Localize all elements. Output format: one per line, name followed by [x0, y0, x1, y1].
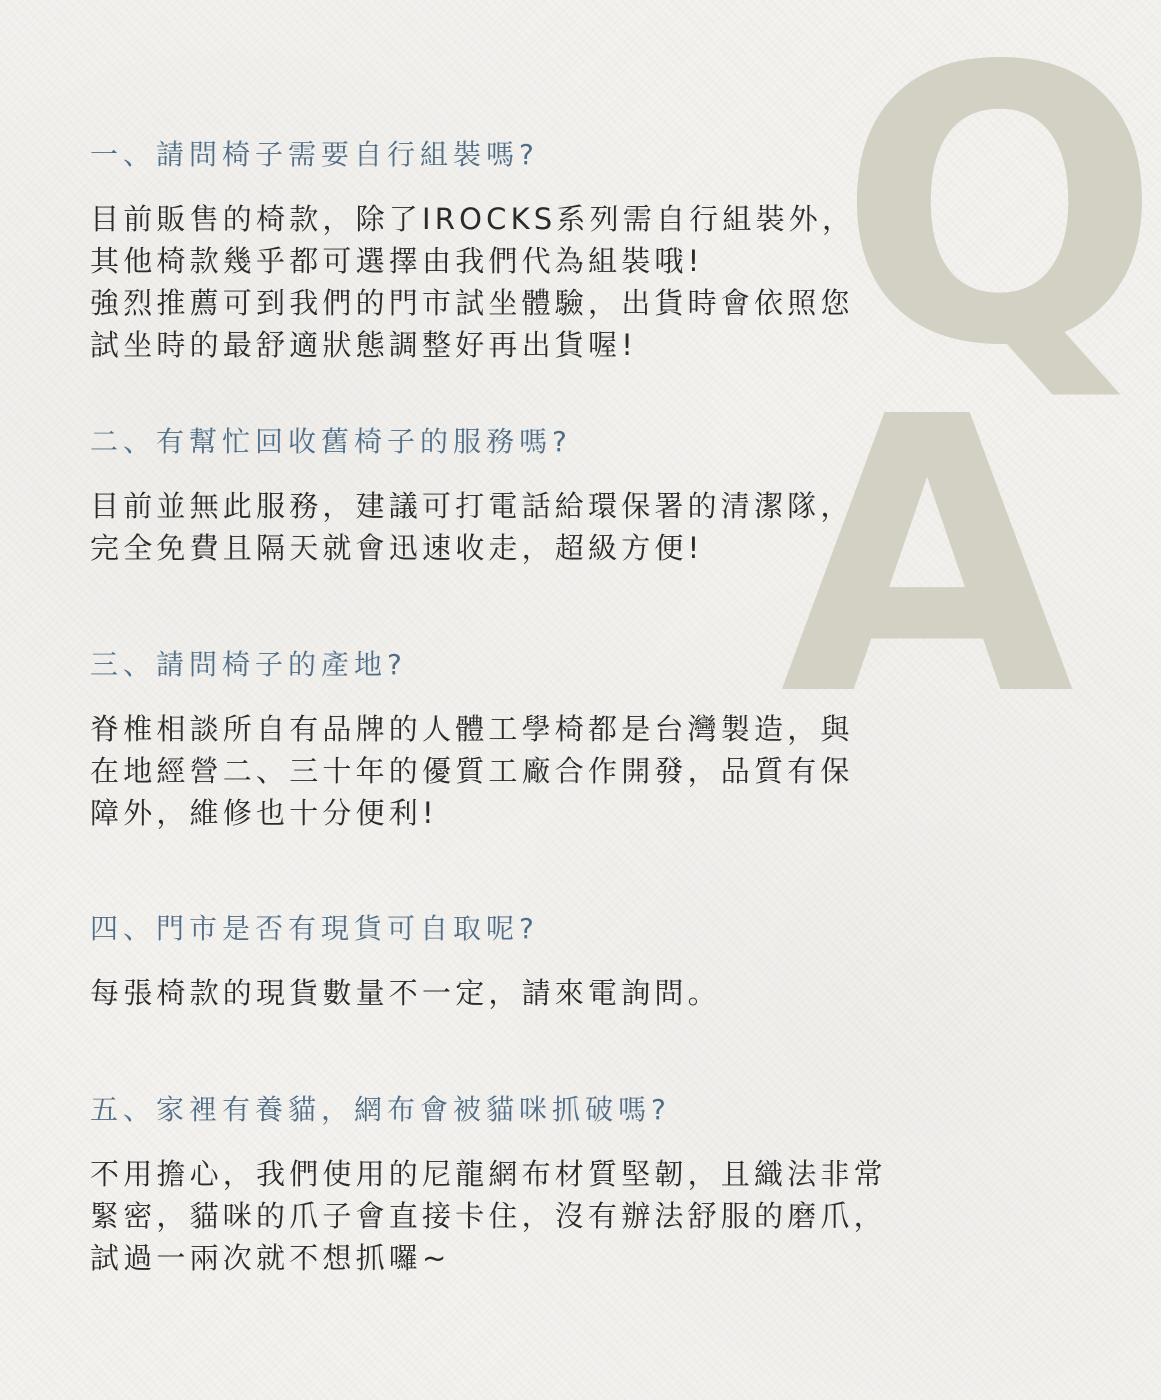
faq-answer-4	[90, 972, 1030, 1014]
faq-answer-1-line-1: 目前販售的椅款，除了IROCKS系列需自行組裝外，	[90, 201, 856, 236]
faq-answer-1-line-3: 強烈推薦可到我們的門市試坐體驗，出貨時會依照您	[90, 285, 854, 320]
faq-answer-3	[90, 708, 1030, 834]
q-background-letter: Q	[838, 0, 1161, 429]
faq-answer-3-line-1: 脊椎相談所自有品牌的人體工學椅都是台灣製造，與	[90, 711, 854, 746]
faq-content	[90, 0, 1030, 1400]
faq-answer-5-line-2: 緊密，貓咪的爪子會直接卡住，沒有辦法舒服的磨爪，	[90, 1198, 887, 1233]
faq-answer-5	[90, 1153, 1030, 1279]
faq-answer-3-line-3: 障外，維修也十分便利!	[90, 795, 438, 830]
faq-answer-2	[90, 485, 1030, 569]
faq-answer-3-line-2: 在地經營二、三十年的優質工廠合作開發，品質有保	[90, 753, 854, 788]
faq-answer-2-line-1: 目前並無此服務，建議可打電話給環保署的清潔隊，	[90, 488, 854, 523]
faq-question-1: 一、請問椅子需要自行組裝嗎?	[90, 138, 539, 171]
faq-answer-1-line-4: 試坐時的最舒適狀態調整好再出貨喔!	[90, 327, 638, 362]
a-background-letter: A	[780, 336, 1075, 779]
faq-question-2: 二、有幫忙回收舊椅子的服務嗎?	[90, 425, 572, 458]
faq-item-4	[90, 912, 1030, 1014]
faq-item-5	[90, 1093, 1030, 1279]
faq-answer-2-line-2: 完全免費且隔天就會迅速收走，超級方便!	[90, 530, 704, 565]
faq-answer-4-line-1: 每張椅款的現貨數量不一定，請來電詢問。	[90, 975, 721, 1010]
faq-item-2	[90, 425, 1030, 569]
faq-question-3: 三、請問椅子的產地?	[90, 648, 407, 681]
faq-answer-5-line-3: 試過一兩次就不想抓囉~	[90, 1240, 451, 1275]
faq-question-4: 四、門市是否有現貨可自取呢?	[90, 912, 539, 945]
faq-answer-1-line-2: 其他椅款幾乎都可選擇由我們代為組裝哦!	[90, 243, 704, 278]
faq-item-1	[90, 138, 1030, 366]
faq-answer-5-line-1: 不用擔心，我們使用的尼龍網布材質堅韌，且織法非常	[90, 1156, 887, 1191]
faq-item-3	[90, 648, 1030, 834]
faq-question-5: 五、家裡有養貓，網布會被貓咪抓破嗎?	[90, 1093, 671, 1126]
faq-answer-1	[90, 198, 1030, 366]
